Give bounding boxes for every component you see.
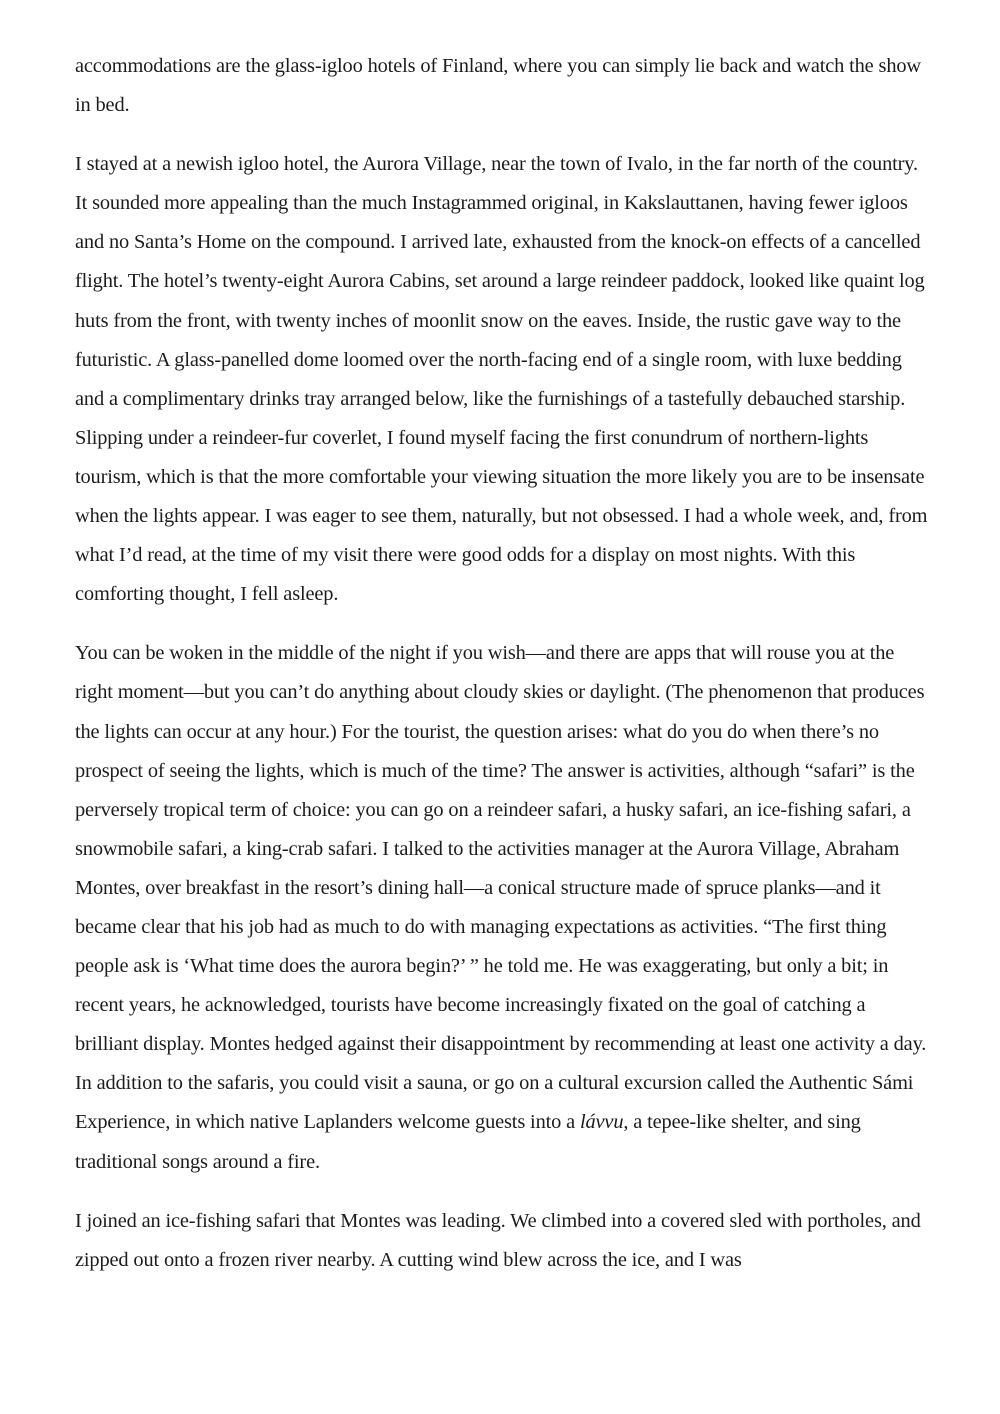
paragraph-text: , a tepee-like shelter, and sing traditional songs around a fire. bbox=[75, 1111, 861, 1173]
paragraph-text: I stayed at a newish igloo hotel, the Aurora Village, near the town of Ivalo, in the far north of the country. It sounded more appealing than the much Instagrammed original, in Kakslauttanen, having fewer igloos and no Santa’s Home on the compound. I arrived late, exhausted from the knock-on effects of a cancelled flight. The hotel’s twenty-eight Aurora Cabins, set around a large reindeer paddock, looked like quaint log huts from the front, with twenty inches of moonlit snow on the eaves. Inside, the rustic gave way to the futuristic. A glass-panelled dome loomed over the north-facing end of a single room, with luxe bedding and a complimentary drinks tray arranged below, like the furnishings of a tastefully debauched starship. Slipping under a reindeer-fur coverlet, I found myself facing the first conundrum of northern-lights tourism, which is that the more comfortable your viewing situation the more likely you are to be insensate when the lights appear. I was eager to see them, naturally, but not obsessed. I had a whole week, and, from what I’d read, at the time of my visit there were good odds for a display on most nights. With this comforting thought, I fell asleep. bbox=[75, 153, 928, 606]
paragraph-1 bbox=[75, 47, 933, 125]
italic-term: lávvu bbox=[579, 1111, 624, 1134]
paragraph-text: accommodations are the glass-igloo hotels of Finland, where you can simply lie back and watch the show in bed. bbox=[75, 55, 921, 117]
paragraph-3 bbox=[75, 634, 933, 1181]
paragraph-text: You can be woken in the middle of the night if you wish—and there are apps that will rouse you at the right moment—but you can’t do anything about cloudy skies or daylight. (The phenomenon that produces the lights can occur at any hour.) For the tourist, the question arises: what do you do when there’s no prospect of seeing the lights, which is much of the time? The answer is activities, although “safari” is the perversely tropical term of choice: you can go on a reindeer safari, a husky safari, an ice-fishing safari, a snowmobile safari, a king-crab safari. I talked to the activities manager at the Aurora Village, Abraham Montes, over breakfast in the resort’s dining hall—a conical structure made of spruce planks—and it became clear that his job had as much to do with managing expectations as activities. “The first thing people ask is ‘What time does the aurora begin?’ ” he told me. He was exaggerating, but only a bit; in recent years, he acknowledged, tourists have become increasingly fixated on the goal of catching a brilliant display. Montes hedged against their disappointment by recommending at least one activity a day. In addition to the safaris, you could visit a sauna, or go on a cultural excursion called the Authentic Sámi Experience, in which native Laplanders welcome guests into a bbox=[75, 642, 927, 1134]
article-body bbox=[75, 47, 933, 1280]
paragraph-text: I joined an ice-fishing safari that Montes was leading. We climbed into a covered sled with portholes, and zipped out onto a frozen river nearby. A cutting wind blew across the ice, and I was bbox=[75, 1209, 921, 1271]
paragraph-2 bbox=[75, 145, 933, 614]
paragraph-4 bbox=[75, 1202, 933, 1280]
